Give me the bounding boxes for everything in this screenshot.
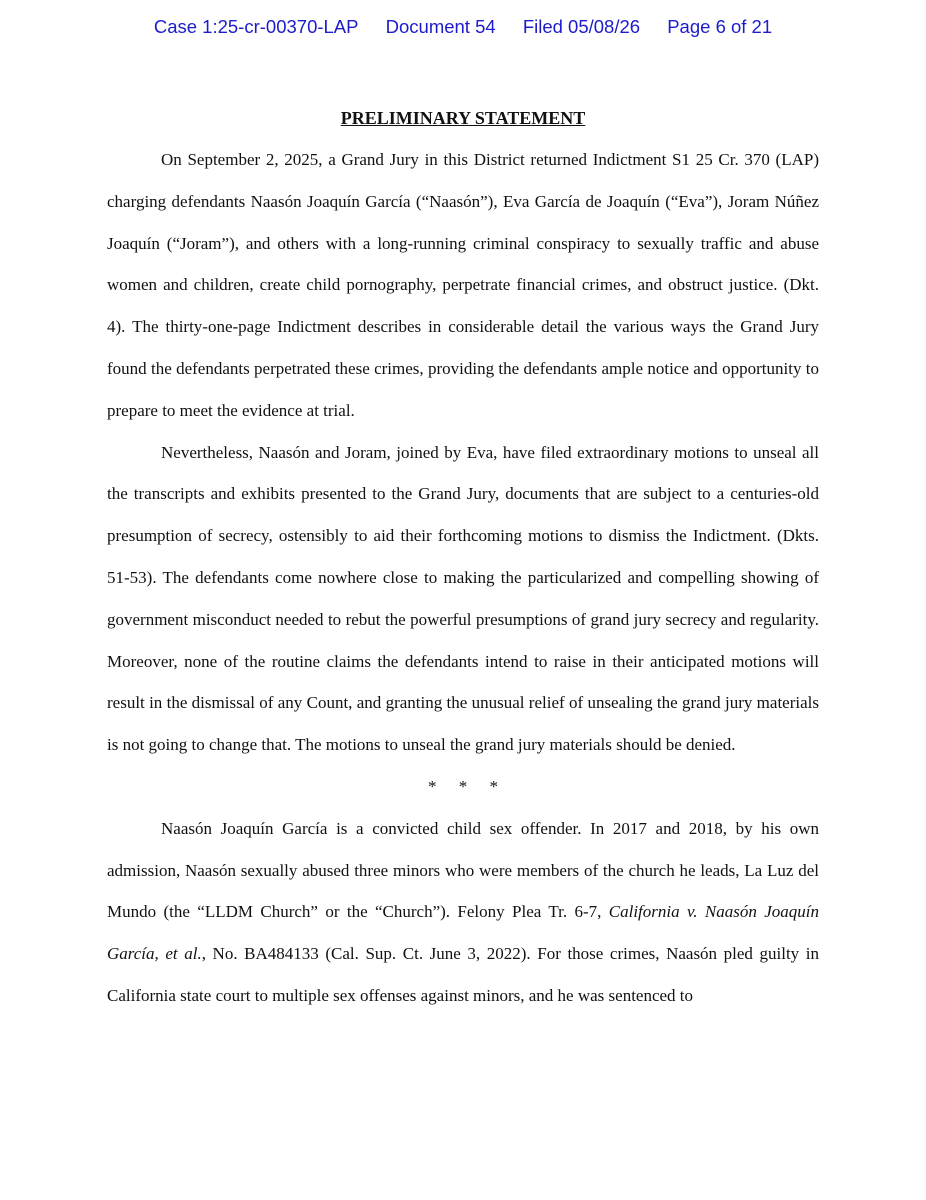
filed-date: Filed 05/08/26 [522, 16, 641, 37]
case-citation: California v. Naasón Joaquín García, et al. [107, 902, 819, 964]
document-body [107, 139, 819, 1017]
paragraph-3-part-1: Naasón Joaquín García is a convicted child sex offender. In 2017 and 2018, by his own admission, Naasón sexually abused three minors who were members of the church he leads, La Luz del Mundo (the “LLDM Church” or the “Church”). Felony Plea Tr. 6-7, [107, 818, 819, 922]
case-number: Case 1:25-cr-00370-LAP [153, 16, 359, 37]
section-separator: * * * [428, 776, 498, 796]
paragraph-3-part-2: , No. BA484133 (Cal. Sup. Ct. June 3, 2022). For those crimes, Naasón pled guilty in California state court to multiple sex offenses against minors, and he was sentenced to [107, 944, 819, 1005]
page-header [0, 16, 926, 38]
section-title: PRELIMINARY STATEMENT [340, 108, 586, 128]
paragraph-2: Nevertheless, Naasón and Joram, joined by Eva, have filed extraordinary motions to unseal all the transcripts and exhibits presented to the Grand Jury, documents that are subject to a centuries-old presumption of secrecy, ostensibly to aid their forthcoming motions to dismiss the Indictment. (Dkts. 51-53). The defendants come nowhere close to making the particularized and compelling showing of government misconduct needed to rebut the powerful presumptions of grand jury secrecy and regularity. Moreover, none of the routine claims the defendants intend to raise in their anticipated motions will result in the dismissal of any Count, and granting the unusual relief of unsealing the grand jury materials is not going to change that. The motions to unseal the grand jury materials should be denied. [107, 442, 819, 755]
paragraph-1: On September 2, 2025, a Grand Jury in this District returned Indictment S1 25 Cr. 370 (LAP) charging defendants Naasón Joaquín García (“Naasón”), Eva García de Joaquín (“Eva”), Joram Núñez Joaquín (“Joram”), and others with a long-running criminal conspiracy to sexually traffic and abuse women and children, create child pornography, perpetrate financial crimes, and obstruct justice. (Dkt. 4). The thirty-one-page Indictment describes in considerable detail the various ways the Grand Jury found the defendants perpetrated these crimes, providing the defendants ample notice and opportunity to prepare to meet the evidence at trial. [107, 150, 819, 420]
paragraph-3 [107, 808, 819, 1017]
document-number: Document 54 [385, 16, 496, 37]
page-number: Page 6 of 21 [667, 16, 773, 37]
